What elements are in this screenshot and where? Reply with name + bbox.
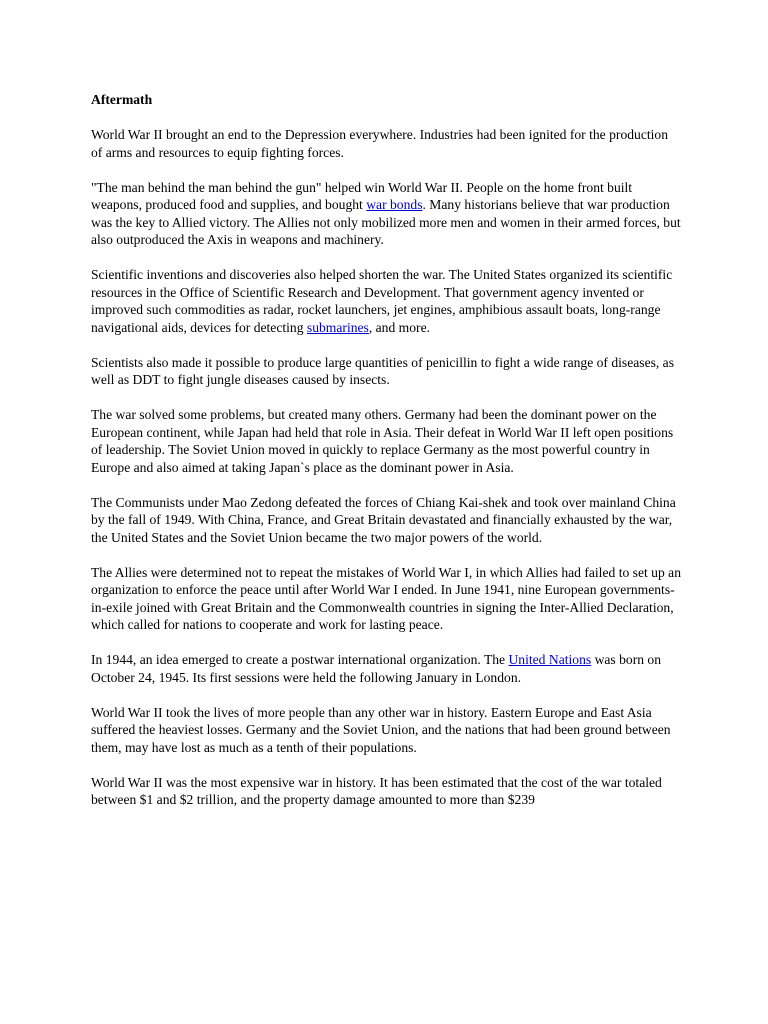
paragraph-depression: World War II brought an end to the Depression everywhere. Industries had been ignited for the production of arms and resources to equip fighting forces.: [91, 127, 669, 160]
war-bonds-link[interactable]: war bonds: [366, 197, 423, 212]
paragraph-problems: The war solved some problems, but created many others. Germany had been the dominant power on the European continent, while Japan had held that role in Asia. Their defeat in World War II left open positions of leadership. The Soviet Union moved in quickly to replace Germany as the most powerful country in Europe and also aimed at taking Japan`s place as the dominant power in Asia.: [91, 407, 674, 475]
paragraph-text: "The man behind the man behind the gun" helped win World War II. People on the home front built weapons, produced food and supplies, and bought: [91, 179, 633, 212]
paragraph-text: In 1944, an idea emerged to create a postwar international organization. The: [91, 652, 509, 667]
paragraph-scientific: [91, 266, 681, 336]
paragraph-cost: World War II was the most expensive war in history. It has been estimated that the cost of the war totaled between $1 and $2 trillion, and the property damage amounted to more than $239: [91, 774, 662, 807]
paragraph-communists: The Communists under Mao Zedong defeated the forces of Chiang Kai-shek and took over mainland China by the fall of 1949. With China, France, and Great Britain devastated and financially exhausted by the war, the United States and the Soviet Union became the two major powers of the world.: [91, 494, 676, 545]
united-nations-link[interactable]: United Nations: [508, 652, 592, 667]
paragraph-penicillin: Scientists also made it possible to produce large quantities of penicillin to fight a wide range of diseases, as well as DDT to fight jungle diseases caused by insects.: [91, 354, 675, 387]
paragraph-text: . Many historians believe that war production was the key to Allied victory. The Allies not only mobilized more men and women in their armed forces, but also outproduced the Axis in weapons and machinery.: [91, 197, 681, 247]
paragraph-home-front: [91, 179, 681, 249]
document-page: [91, 91, 681, 826]
paragraph-text: was born on October 24, 1945. Its first sessions were held the following January in London.: [91, 652, 662, 685]
paragraph-lives: World War II took the lives of more people than any other war in history. Eastern Europe and East Asia suffered the heaviest losses. Germany and the Soviet Union, and the nations that had been ground between them, may have lost as much as a tenth of their populations.: [91, 704, 671, 755]
paragraph-allies: The Allies were determined not to repeat the mistakes of World War I, in which Allies had failed to set up an organization to enforce the peace until after World War I ended. In June 1941, nine European governments-in-exile joined with Great Britain and the Commonwealth countries in signing the Inter-Allied Declaration, which called for nations to cooperate and work for lasting peace.: [91, 564, 681, 632]
paragraph-united-nations: [91, 651, 681, 686]
paragraph-text: Scientific inventions and discoveries also helped shorten the war. The United States organized its scientific resources in the Office of Scientific Research and Development. That government agency invented or improved such commodities as radar, rocket launchers, jet engines, amphibious assault boats, long-range navigational aids, devices for detecting: [91, 267, 673, 335]
paragraph-text: , and more.: [368, 319, 430, 335]
submarines-link[interactable]: submarines: [306, 319, 369, 335]
section-heading: Aftermath: [91, 92, 153, 107]
